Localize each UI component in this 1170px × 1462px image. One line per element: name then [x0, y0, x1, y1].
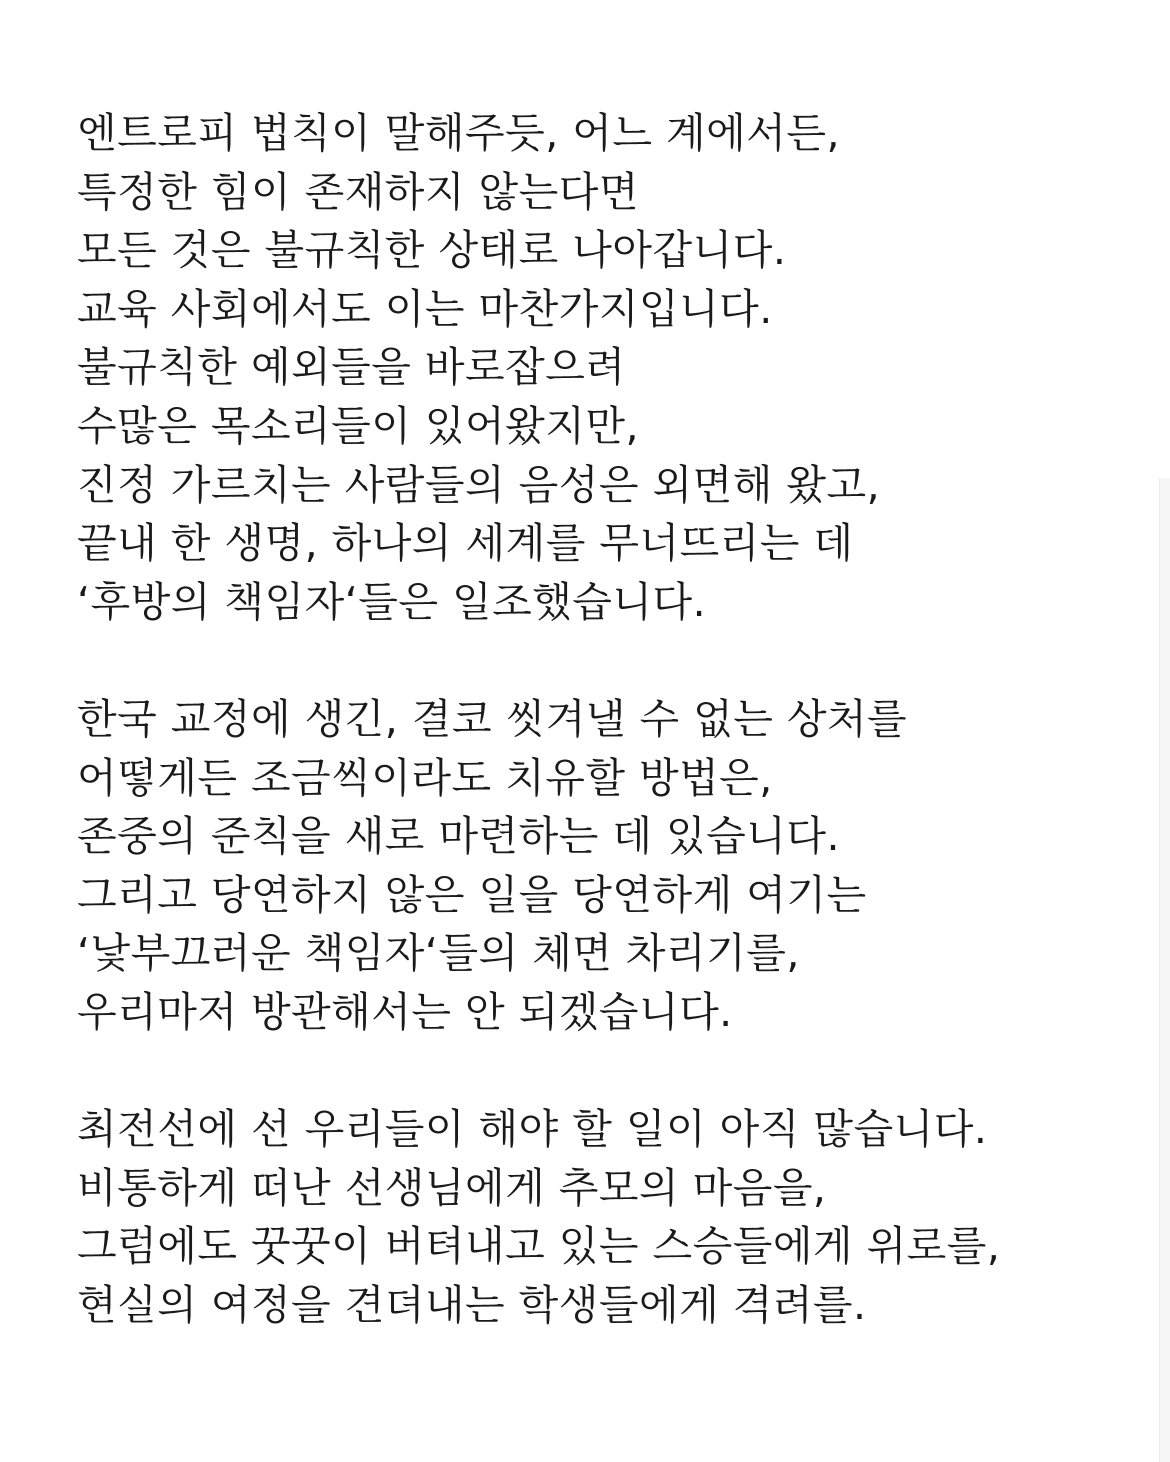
paragraph-entropy [77, 104, 1117, 631]
text-line: 진정 가르치는 사람들의 음성은 외면해 왔고, [77, 460, 881, 509]
text-line: 끝내 한 생명, 하나의 세계를 무너뜨리는 데 [77, 519, 854, 568]
text-line: 불규칙한 예외들을 바로잡으려 [77, 343, 626, 392]
text-line: ‘낯부끄러운 책임자‘들의 체면 차리기를, [77, 929, 800, 978]
text-line: 현실의 여정을 견뎌내는 학생들에게 격려를. [77, 1280, 867, 1329]
paragraph-frontline [77, 1100, 1117, 1334]
text-line: ‘후방의 책임자‘들은 일조했습니다. [77, 577, 707, 626]
statement-text [77, 104, 1117, 1334]
text-line: 한국 교정에 생긴, 결코 씻겨낼 수 없는 상처를 [77, 694, 908, 743]
text-line: 수많은 목소리들이 있어왔지만, [77, 401, 639, 450]
text-line: 최전선에 선 우리들이 해야 할 일이 아직 많습니다. [77, 1105, 988, 1154]
paragraph-healing [77, 690, 1117, 1042]
text-line: 우리마저 방관해서는 안 되겠습니다. [77, 987, 733, 1036]
text-line: 특정한 힘이 존재하지 않는다면 [77, 167, 639, 216]
text-line: 교육 사회에서도 이는 마찬가지입니다. [77, 284, 773, 333]
text-line: 비통하게 떠난 선생님에게 추모의 마음을, [77, 1163, 827, 1212]
text-line: 모든 것은 불규칙한 상태로 나아갑니다. [77, 226, 787, 275]
scrollbar-track[interactable] [1159, 478, 1170, 1462]
text-line: 엔트로피 법칙이 말해주듯, 어느 계에서든, [77, 109, 840, 157]
text-line: 그럼에도 꿋꿋이 버텨내고 있는 스승들에게 위로를, [77, 1222, 1001, 1271]
text-line: 존중의 준칙을 새로 마련하는 데 있습니다. [77, 812, 840, 861]
text-line: 그리고 당연하지 않은 일을 당연하게 여기는 [77, 870, 867, 919]
text-line: 어떻게든 조금씩이라도 치유할 방법은, [77, 753, 773, 802]
